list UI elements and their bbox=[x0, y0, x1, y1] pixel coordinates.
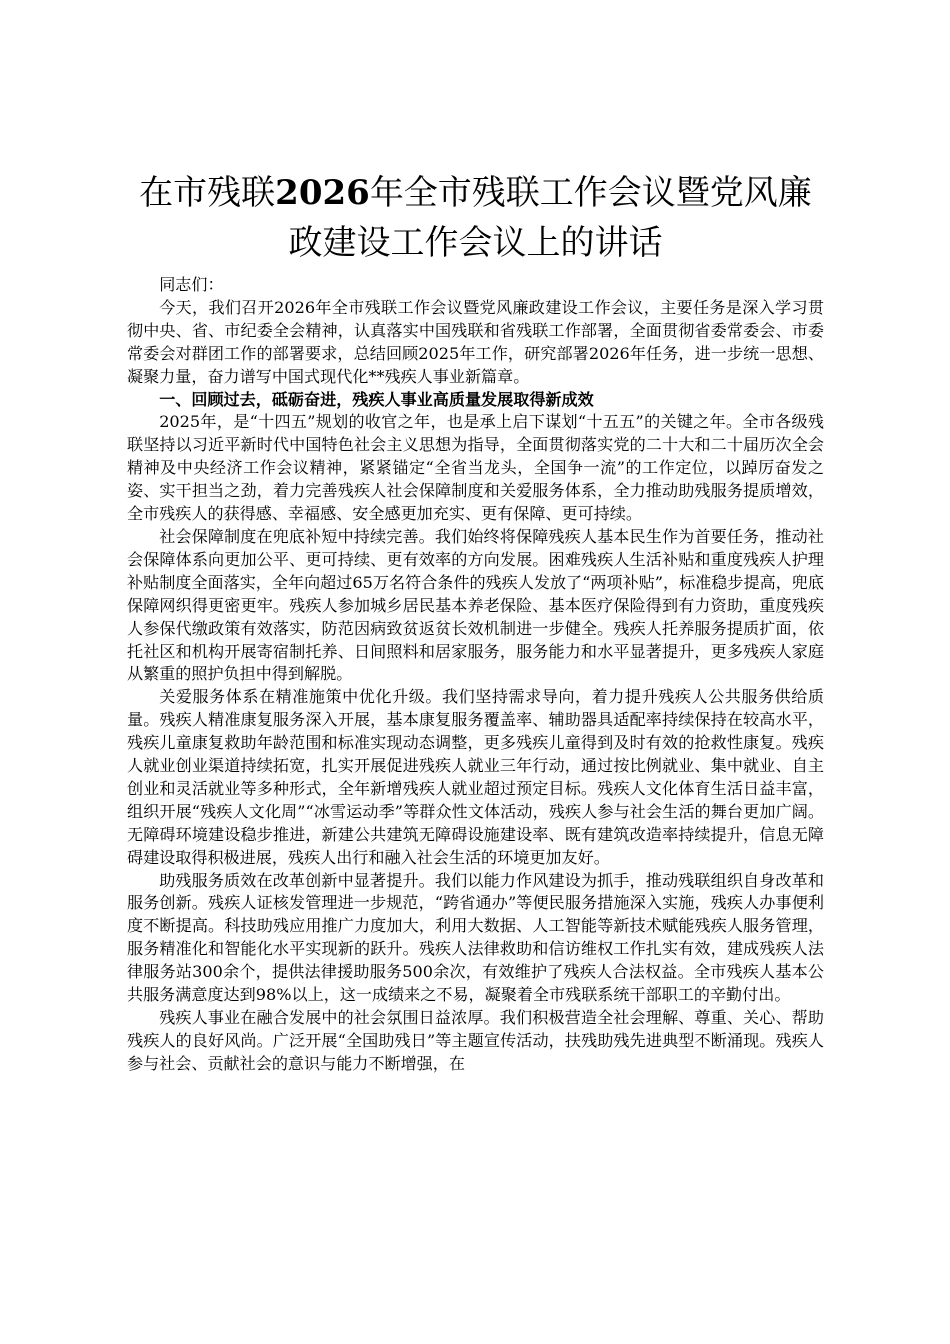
title-line-2: 政建设工作会议上的讲话 bbox=[288, 223, 663, 263]
body-paragraph: 2025年，是“十四五”规划的收官之年，也是承上启下谋划“十五五”的关键之年。全市各级残联坚持以习近平新时代中国特色社会主义思想为指导，全面贯彻落实党的二十大和二十届历次全会精神及中央经济工作会议精神，紧紧锚定“全省当龙头，全国争一流”的工作定位，以踔厉奋发之姿、实干担当之劲，着力完善残疾人社会保障制度和关爱服务体系，全力推动助残服务提质增效，全市残疾人的获得感、幸福感、安全感更加充实、更有保障、更可持续。 bbox=[127, 412, 824, 524]
document-title bbox=[127, 168, 824, 268]
title-part-b: 年全市残联工作会议暨党风廉 bbox=[369, 173, 812, 213]
body-paragraph: 助残服务质效在改革创新中显著提升。我们以能力作风建设为抓手，推动残联组织自身改革和服务创新。残疾人证核发管理进一步规范，“跨省通办”等便民服务措施深入实施，残疾人办事便利度不断提高。科技助残应用推广力度加大，利用大数据、人工智能等新技术赋能残疾人服务管理，服务精准化和智能化水平实现新的跃升。残疾人法律救助和信访维权工作扎实有效，建成残疾人法律服务站300余个，提供法律援助服务500余次，有效维护了残疾人合法权益。全市残疾人基本公共服务满意度达到98%以上，这一成绩来之不易，凝聚着全市残联系统干部职工的辛勤付出。 bbox=[127, 870, 824, 1005]
body-paragraph: 残疾人事业在融合发展中的社会氛围日益浓厚。我们积极营造全社会理解、尊重、关心、帮助残疾人的良好风尚。广泛开展“全国助残日”等主题宣传活动，扶残助残先进典型不断涌现。残疾人参与社会、贡献社会的意识与能力不断增强，在 bbox=[127, 1008, 824, 1073]
section-heading: 一、回顾过去，砥砺奋进，残疾人事业高质量发展取得新成效 bbox=[159, 389, 594, 409]
body-paragraph: 社会保障制度在兜底补短中持续完善。我们始终将保障残疾人基本民生作为首要任务，推动社会保障体系向更加公平、更可持续、更有效率的方向发展。困难残疾人生活补贴和重度残疾人护理补贴制度全面落实，全年向超过65万名符合条件的残疾人发放了“两项补贴”，标准稳步提高，兜底保障网织得更密更牢。残疾人参加城乡居民基本养老保险、基本医疗保险得到有力资助，重度残疾人参保代缴政策有效落实，防范因病致贫返贫长效机制进一步健全。残疾人托养服务提质扩面，依托社区和机构开展寄宿制托养、日间照料和居家服务，服务能力和水平显著提升，更多残疾人家庭从繁重的照护负担中得到解脱。 bbox=[127, 526, 824, 684]
title-part-a: 在市残联 bbox=[139, 173, 276, 213]
body-paragraph: 关爱服务体系在精准施策中优化升级。我们坚持需求导向，着力提升残疾人公共服务供给质量。残疾人精准康复服务深入开展，基本康复服务覆盖率、辅助器具适配率持续保持在较高水平，残疾儿童康复救助年龄范围和标准实现动态调整，更多残疾儿童得到及时有效的抢救性康复。残疾人就业创业渠道持续拓宽，扎实开展促进残疾人就业三年行动，通过按比例就业、集中就业、自主创业和灵活就业等多种形式，全年新增残疾人就业超过预定目标。残疾人文化体育生活日益丰富，组织开展“残疾人文化周”“冰雪运动季”等群众性文体活动，残疾人参与社会生活的舞台更加广阔。无障碍环境建设稳步推进，新建公共建筑无障碍设施建设率、既有建筑改造率持续提升，信息无障碍建设取得积极进展，残疾人出行和融入社会生活的环境更加友好。 bbox=[127, 687, 824, 867]
intro-paragraph: 今天，我们召开2026年全市残联工作会议暨党风廉政建设工作会议，主要任务是深入学习贯彻中央、省、市纪委全会精神，认真落实中国残联和省残联工作部署，全面贯彻省委常委会、市委常委会对群团工作的部署要求，总结回顾2025年工作，研究部署2026年任务，进一步统一思想、凝聚力量，奋力谱写中国式现代化**残疾人事业新篇章。 bbox=[127, 297, 824, 386]
document-page bbox=[127, 168, 824, 1076]
document-body bbox=[127, 274, 824, 1076]
salutation: 同志们： bbox=[159, 275, 224, 294]
title-year: 2026 bbox=[275, 173, 370, 213]
title-line-1 bbox=[127, 168, 824, 218]
